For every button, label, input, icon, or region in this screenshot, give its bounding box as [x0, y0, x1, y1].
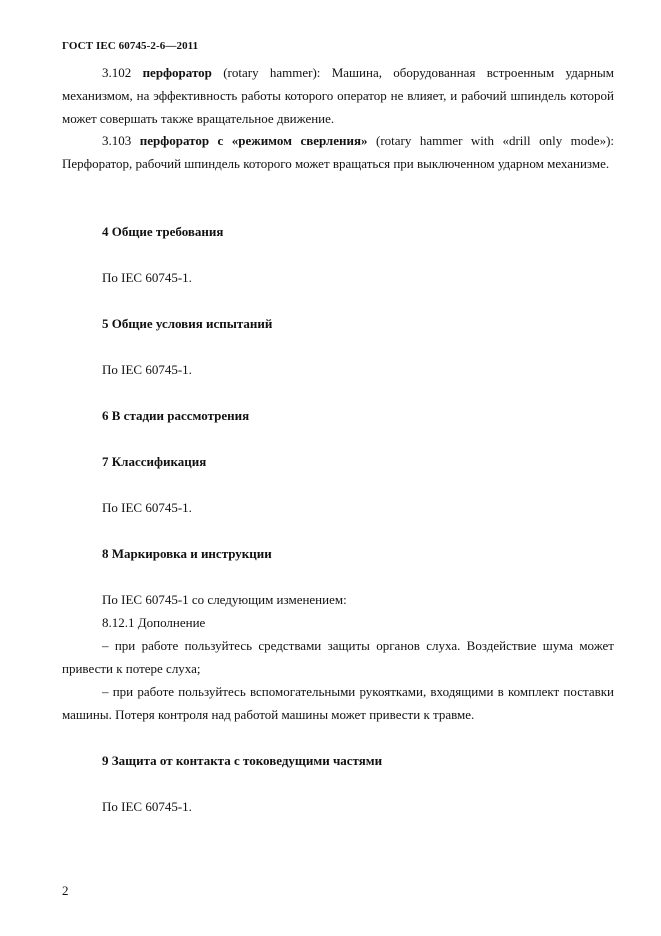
section-8-subclause: 8.12.1 Дополнение: [102, 615, 206, 630]
section-6-title: 6 В стадии рассмотрения: [102, 408, 250, 423]
document-header: ГОСТ IEC 60745-2-6—2011: [62, 40, 199, 52]
page-number: 2: [62, 883, 69, 898]
definition-3-103: [62, 129, 614, 175]
section-7-body: По IEC 60745-1.: [102, 500, 192, 515]
list-item-text: – при работе пользуйтесь вспомогательными рукоятками, входящими в комплект поставки машины. Потеря контроля над работой машины может привести к травме.: [62, 684, 614, 722]
definition-text: (rotary hammer with «drill only mode»): Перфоратор, рабочий шпиндель которого может вращаться при выключенном ударном механизме.: [62, 133, 615, 171]
section-7-title: 7 Классификация: [102, 454, 207, 469]
definition-term: перфоратор с «режимом сверления»: [139, 133, 368, 148]
definition-text: (rotary hammer): Машина, оборудованная встроенным ударным механизмом, на эффективность работы которого оператор не влияет, и рабочий шпиндель которой может совершать также вращательное движение.: [62, 65, 615, 126]
section-9-title: 9 Защита от контакта с токоведущими частями: [102, 753, 383, 768]
definition-number: 3.103: [102, 133, 132, 148]
section-4-title: 4 Общие требования: [102, 224, 224, 239]
section-8-list-item-2: [62, 680, 614, 726]
section-8-list-item-1: [62, 634, 614, 680]
section-8-title: 8 Маркировка и инструкции: [102, 546, 272, 561]
definition-number: 3.102: [102, 65, 132, 80]
section-8-body: По IEC 60745-1 со следующим изменением:: [102, 592, 347, 607]
section-5-title: 5 Общие условия испытаний: [102, 316, 273, 331]
section-5-body: По IEC 60745-1.: [102, 362, 192, 377]
definition-term: перфоратор: [142, 65, 212, 80]
section-9-body: По IEC 60745-1.: [102, 799, 192, 814]
list-item-text: – при работе пользуйтесь средствами защиты органов слуха. Воздействие шума может привести к потере слуха;: [62, 638, 614, 676]
section-4-body: По IEC 60745-1.: [102, 270, 192, 285]
definition-3-102: [62, 61, 614, 130]
